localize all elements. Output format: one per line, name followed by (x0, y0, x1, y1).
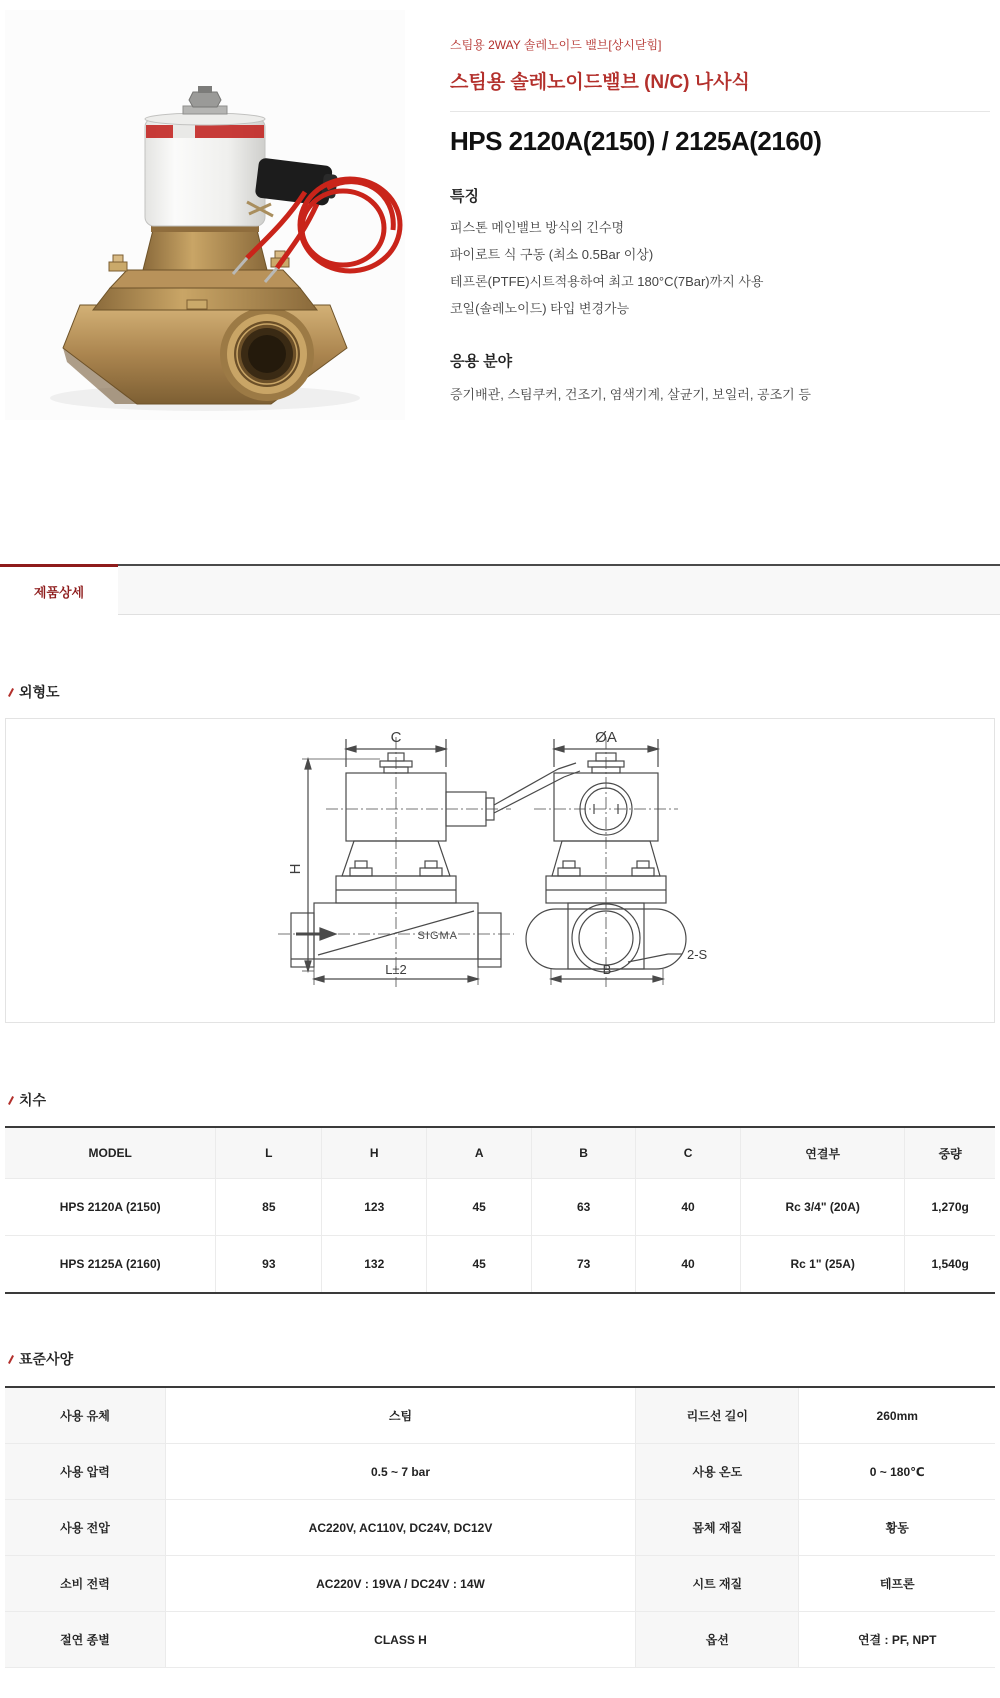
solenoid-valve-photo-illustration (5, 10, 405, 420)
section-title: 외형도 (19, 684, 60, 700)
spec-label: 옵션 (636, 1612, 799, 1668)
applications-title: 응용 분야 (450, 353, 513, 370)
spec-label: 몸체 재질 (636, 1500, 799, 1556)
spec-value: 테프론 (799, 1556, 995, 1612)
model-title: HPS 2120A(2150) / 2125A(2160) (450, 126, 822, 156)
tab-product-detail[interactable]: 제품상세 (0, 564, 118, 615)
feature-item: 테프론(PTFE)시트적용하여 최고 180°C(7Bar)까지 사용 (450, 274, 764, 289)
spec-label: 시트 재질 (636, 1556, 799, 1612)
spec-value: 260mm (799, 1387, 995, 1444)
col-header: H (322, 1127, 427, 1179)
col-header: A (427, 1127, 532, 1179)
spec-value: 0 ~ 180℃ (799, 1444, 995, 1500)
spec-label: 리드선 길이 (636, 1387, 799, 1444)
section-title: 치수 (19, 1092, 47, 1108)
spec-label: 사용 온도 (636, 1444, 799, 1500)
section-title: 표준사양 (19, 1351, 74, 1367)
cell: 123 (322, 1179, 427, 1236)
applications-text: 증기배관, 스팀쿠커, 건조기, 염색기계, 살균기, 보일러, 공조기 등 (450, 387, 811, 402)
col-header: B (532, 1127, 636, 1179)
feature-item: 코일(솔레노이드) 타입 변경가능 (450, 301, 630, 316)
cell: 132 (322, 1236, 427, 1294)
spec-value: AC220V : 19VA / DC24V : 14W (165, 1556, 635, 1612)
cell: 85 (216, 1179, 322, 1236)
col-header: 중량 (905, 1127, 995, 1179)
dimension-table-header-row (5, 1127, 995, 1179)
section-header-drawing (8, 682, 60, 702)
cell: 63 (532, 1179, 636, 1236)
cell: 1,540g (905, 1236, 995, 1294)
table-row (5, 1236, 995, 1294)
cell: 40 (636, 1236, 741, 1294)
cell: Rc 1" (25A) (741, 1236, 905, 1294)
table-row (5, 1612, 995, 1668)
spec-label: 절연 종별 (5, 1612, 165, 1668)
divider (450, 111, 990, 112)
product-photo (5, 10, 405, 420)
dim-label-c: C (390, 729, 402, 746)
feature-item: 피스톤 메인밸브 방식의 긴수명 (450, 220, 625, 235)
spec-value: 황동 (799, 1500, 995, 1556)
spec-label: 사용 유체 (5, 1387, 165, 1444)
front-view (278, 737, 580, 987)
cell: 93 (216, 1236, 322, 1294)
spec-label: 사용 압력 (5, 1444, 165, 1500)
tab-bar-filler (118, 564, 1000, 615)
dim-label-h: H (287, 863, 304, 875)
tab-bar (0, 564, 1000, 615)
red-tick-icon (8, 688, 14, 697)
table-row (5, 1500, 995, 1556)
red-tick-icon (8, 1355, 14, 1364)
dim-label-s: 2-S (687, 947, 708, 962)
cell: Rc 3/4" (20A) (741, 1179, 905, 1236)
cell: 40 (636, 1179, 741, 1236)
spec-value: 스팀 (165, 1387, 635, 1444)
cell: 73 (532, 1236, 636, 1294)
table-row (5, 1556, 995, 1612)
col-header: MODEL (5, 1127, 216, 1179)
product-subtitle: 스팀용 솔레노이드밸브 (N/C) 나사식 (450, 72, 750, 93)
cell: 45 (427, 1236, 532, 1294)
cell: 45 (427, 1179, 532, 1236)
features-title: 특징 (450, 188, 479, 205)
feature-item: 파이로트 식 구동 (최소 0.5Bar 이상) (450, 247, 654, 262)
red-tick-icon (8, 1096, 14, 1105)
col-header: C (636, 1127, 741, 1179)
spec-table (5, 1386, 995, 1668)
spec-value: AC220V, AC110V, DC24V, DC12V (165, 1500, 635, 1556)
spec-value: CLASS H (165, 1612, 635, 1668)
outline-drawing-box (5, 718, 995, 1023)
section-header-specs (8, 1349, 73, 1369)
table-row (5, 1387, 995, 1444)
col-header: 연결부 (741, 1127, 905, 1179)
category-label: 스팀용 2WAY 솔레노이드 밸브[상시닫힘] (450, 38, 662, 52)
table-row (5, 1179, 995, 1236)
dim-label-b: B (602, 962, 612, 977)
spec-label: 사용 전압 (5, 1500, 165, 1556)
dim-label-a: ØA (595, 729, 617, 746)
drawing-brand-text: SIGMA (417, 930, 458, 942)
dim-label-l: L±2 (385, 962, 407, 977)
spec-value: 0.5 ~ 7 bar (165, 1444, 635, 1500)
technical-drawing (6, 719, 994, 1022)
side-view (526, 737, 686, 987)
dimension-table (5, 1126, 995, 1294)
cell-model: HPS 2125A (2160) (5, 1236, 216, 1294)
valve-brass-body (63, 222, 347, 404)
cell: 1,270g (905, 1179, 995, 1236)
spec-value: 연결 : PF, NPT (799, 1612, 995, 1668)
table-row (5, 1444, 995, 1500)
valve-coil (145, 86, 265, 226)
spec-label: 소비 전력 (5, 1556, 165, 1612)
section-header-dimensions (8, 1090, 46, 1110)
cell-model: HPS 2120A (2150) (5, 1179, 216, 1236)
col-header: L (216, 1127, 322, 1179)
